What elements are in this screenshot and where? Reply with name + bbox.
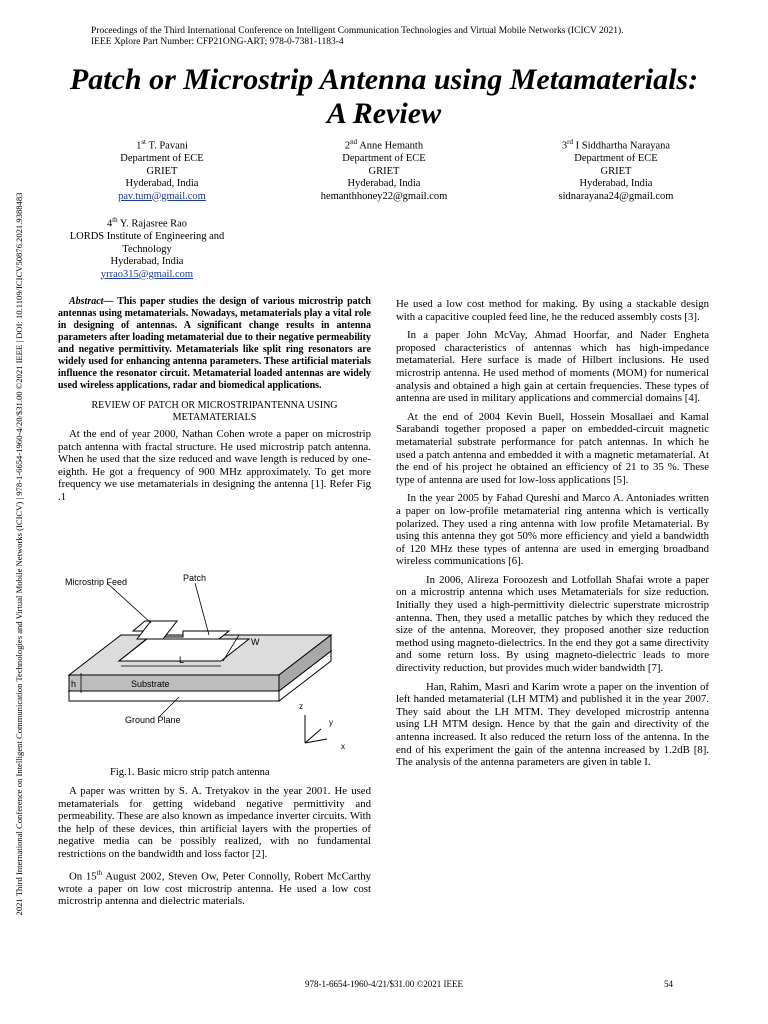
paragraph-ow: On 15th August 2002, Steven Ow, Peter Connolly, Robert McCarthy wrote a paper on low cost microstrip antenna. He used a low cost microstrip antenna and dielectric materials.: [58, 868, 371, 908]
paragraph-tretyakov: A paper was written by S. A. Tretyakov in the year 2001. He used metamaterials for getting wideband negative permittivity and permeability. These are also known as impedance inverter circuits. With the help of these devices, thin artificial layers with the properties of negative media can be possibly realized, with no fundamental restrictions on the bandwidth and loss factor [2].: [58, 785, 371, 860]
author-block-2: 2nd Anne Hemanth Department of ECE GRIET Hyderabad, India hemanthhoney22@gmail.com: [304, 136, 464, 203]
author-city: Hyderabad, India: [110, 256, 184, 267]
label-axis-y: y: [329, 718, 333, 727]
author-dept: Department of ECE: [342, 153, 426, 164]
figure-patch-antenna: [59, 569, 359, 759]
abstract-label: Abstract—: [69, 296, 114, 307]
author-dept: Department of ECE: [120, 153, 204, 164]
abstract: [58, 296, 371, 392]
page-number: 54: [664, 979, 673, 989]
ground-plane-front: [69, 691, 279, 701]
author-city: Hyderabad, India: [125, 178, 199, 189]
page-title: [40, 63, 728, 131]
label-patch: Patch: [183, 573, 207, 583]
author-dept-line-2: Technology: [122, 243, 172, 255]
label-ground-plane: Ground Plane: [125, 715, 181, 725]
abstract-text: This paper studies the design of various microstrip patch antennas using metamaterials. Nowadays, metamaterials play a vital role in designing of antennas. A significant change results in antenna parameters after loading metamaterial due to their negative permeability and negative permittivity. Metamaterials like split ring resonators are widely used for enhancing antenna parameters. These artificial materials influence the resonator circuit. Metamaterial loaded antennas are widely used wireless applications, radar and biomedical applications.: [58, 296, 371, 391]
proceedings-header: [91, 26, 731, 48]
author-org: GRIET: [146, 165, 178, 177]
paragraph-foroozesh: In 2006, Alireza Foroozesh and Lotfollah Shafai wrote a paper on a microstrip antenna which uses Metamaterials for size reduction. Initially they used a high-permittivity dielectric superstrate microstrip antenna. Then, they used a metallic patches by which they reduced the size of the antenna. Moreover, they proposed another size reduction method using magneto-dielectrics. In the end they got a same directivity and some return loss. By using magneto-dielectric leads to more directivity reduction, but provides much wider bandwidth [7].: [396, 573, 709, 675]
label-microstrip-feed: Microstrip Feed: [65, 577, 128, 587]
author-email-link[interactable]: pav.tum@gmail.com: [118, 190, 206, 202]
author-name: I Siddhartha Narayana: [575, 140, 671, 152]
title-line-2: A Review: [326, 97, 442, 130]
label-substrate: Substrate: [131, 679, 170, 689]
footer-copyright: 978-1-6654-1960-4/21/$31.00 ©2021 IEEE: [304, 979, 464, 989]
section-heading: REVIEW OF PATCH OR MICROSTRIPANTENNA USING METAMATERIALS: [91, 400, 338, 423]
substrate-front: [69, 675, 279, 691]
paragraph-qureshi: In the year 2005 by Fahad Qureshi and Marco A. Antoniades written a paper on low-profile metamaterial ring antenna which is vertically polarized. They used a ring antenna with low profile Metamaterial. By using this antenna they got 50% more efficiency and yield a bandwidth of 120 MHz these types of antenna are used in emerging broadband wireless communications [6].: [396, 492, 709, 568]
label-l: L: [179, 655, 185, 665]
paragraph-ow-cont: He used a low cost method for making. By using a stackable design with a capacitive coupled feed line, he the reduced assembly costs [3].: [396, 298, 709, 323]
author-org: GRIET: [600, 165, 632, 177]
label-w: W: [251, 637, 260, 647]
proceedings-line-2: IEEE Xplore Part Number: CFP21ONG-ART; 978-0-7381-1183-4: [91, 37, 344, 47]
paragraph-mcvay: In a paper John McVay, Ahmad Hoorfar, and Nader Engheta proposed characteristics of antennas which has high-impedance metamaterial. Here surface is made of Hilbert inclusions. He used microstrip antenna. He used method of moments (MOM) for numerical analysis and obtained a high gain at certain frequencies. These types of antenna are used in military applications and commercial domains [4].: [396, 329, 709, 405]
right-column: [396, 298, 709, 775]
paragraph-han: Han, Rahim, Masri and Karim wrote a paper on the invention of left handed metamaterial (LH MTM) and published it in the year 2007. They said about the LH MTM. They developed microstrip antenna using LH MTM design. Hence by that the gain and directivity of the antenna increased. It also reduced the return loss of the antenna. In the end of his experiment the gain of the antenna increased by 1.2dB [8]. The analysis of the antenna parameters are given in table I.: [396, 680, 709, 769]
author-dept-line-1: LORDS Institute of Engineering and: [69, 231, 225, 242]
proceedings-line-1: Proceedings of the Third International Conference on Intelligent Communication Technologies and Virtual Mobile Networks (ICICV 2021).: [91, 26, 624, 36]
author-city: Hyderabad, India: [579, 178, 653, 189]
author-block-4: 4th Y. Rajasree Rao LORDS Institute of Engineering and Technology Hyderabad, India yrrao315@gmail.com: [62, 214, 232, 281]
author-city: Hyderabad, India: [347, 178, 421, 189]
author-org: GRIET: [368, 165, 400, 177]
side-doi-text: 2021 Third International Conference on Intelligent Communication Technologies and Virtual Mobile Networks (ICICV) | 978-1-6654-1960-4/20/$31.00 ©2021 IEEE | DOI: 10.1109/ICICV50876.2021.9388483: [14, 192, 24, 916]
paragraph-buell: At the end of 2004 Kevin Buell, Hossein Mosallaei and Kamal Sarabandi together proposed a paper on embedded-circuit magnetic metamaterial substrate performance for patch antennas. In which he used a patch antenna and embedded it with a magnetic metamaterial. At the end of his project he obtained an efficiency of 21 to 35 %. These type of antenna are used for low-loss applications [5].: [396, 410, 709, 486]
label-axis-z: z: [299, 702, 303, 711]
author-name: T. Pavani: [148, 140, 188, 152]
patch-antenna-diagram: [59, 569, 359, 759]
author-block-3: 3rd I Siddhartha Narayana Department of ECE GRIET Hyderabad, India sidnarayana24@gmail.com: [536, 136, 696, 203]
author-email: sidnarayana24@gmail.com: [558, 190, 674, 202]
label-axis-x: x: [341, 742, 345, 751]
author-email: hemanthhoney22@gmail.com: [320, 190, 448, 202]
figure-caption: Fig.1. Basic micro strip patch antenna: [110, 767, 270, 778]
author-dept: Department of ECE: [574, 153, 658, 164]
label-h: h: [71, 679, 77, 689]
left-column: [58, 296, 371, 510]
title-line-1: Patch or Microstrip Antenna using Metamaterials:: [69, 63, 699, 96]
author-block-1: 1st T. Pavani Department of ECE GRIET Hyderabad, India pav.tum@gmail.com: [82, 136, 242, 203]
left-column-lower: [58, 785, 371, 914]
author-email-link[interactable]: yrrao315@gmail.com: [100, 268, 194, 280]
author-name: Anne Hemanth: [359, 140, 424, 152]
paragraph-cohen: At the end of year 2000, Nathan Cohen wrote a paper on microstrip patch antenna with fractal structure. He used microstrip patch antenna. When he used that the size reduced and wave length is reduced by one-eighth. He got a frequency of 900 MHz approximately. To get more frequency we use metamaterials in designing the antenna [1]. Refer Fig .1: [58, 428, 371, 503]
author-name: Y. Rajasree Rao: [119, 218, 188, 230]
